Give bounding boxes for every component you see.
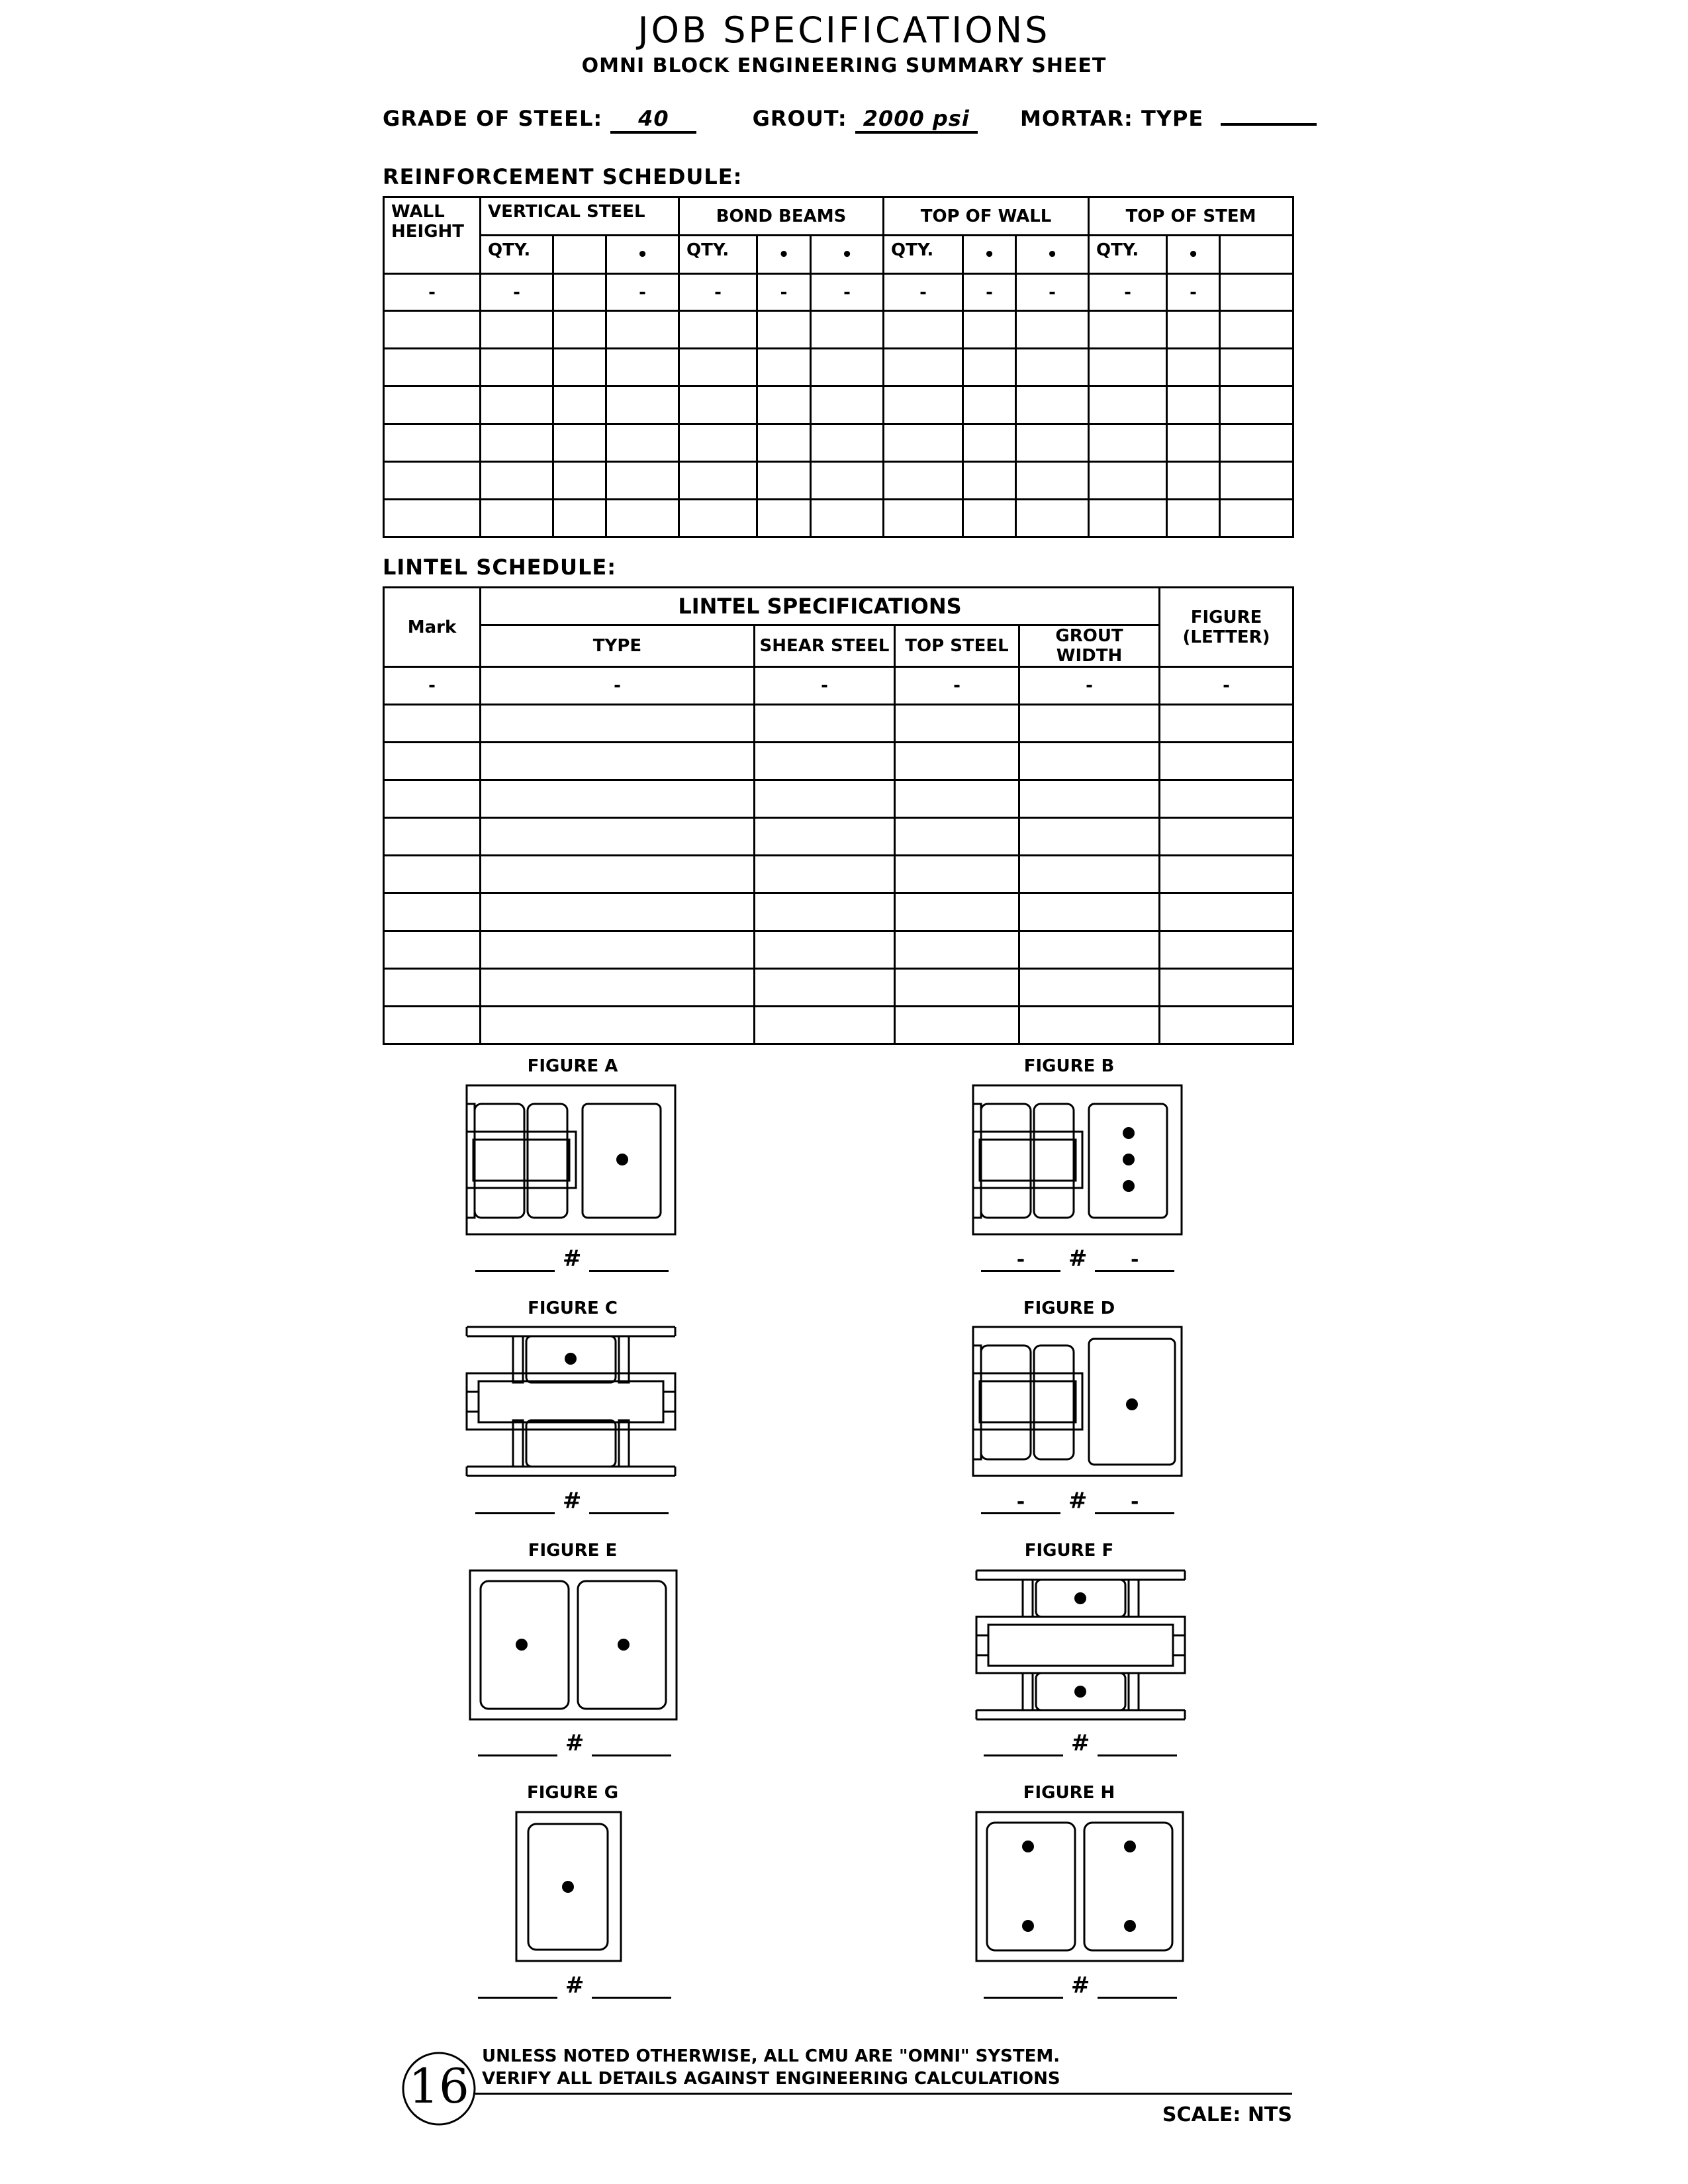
- table-cell[interactable]: [757, 349, 811, 387]
- table-cell[interactable]: [1016, 387, 1089, 424]
- table-row: - - - - - - - - - - -: [384, 274, 1293, 311]
- table-cell[interactable]: [963, 311, 1016, 349]
- table-cell[interactable]: [384, 818, 481, 856]
- table-cell[interactable]: [1160, 1007, 1293, 1044]
- table-cell[interactable]: [553, 311, 606, 349]
- top-steel-header: TOP STEEL: [895, 625, 1019, 667]
- grade-value[interactable]: 40: [610, 106, 696, 134]
- page-subtitle: OMNI BLOCK ENGINEERING SUMMARY SHEET: [581, 54, 1107, 77]
- figure-b-callout: - # -: [981, 1246, 1174, 1272]
- figure-h-qty[interactable]: [984, 1977, 1063, 1999]
- figure-c-callout: #: [475, 1488, 669, 1514]
- rebar-dot: [1124, 1841, 1136, 1852]
- table-cell[interactable]: [1019, 743, 1160, 780]
- figure-d-callout: - # -: [981, 1488, 1174, 1514]
- bullet-header: •: [963, 236, 1016, 274]
- shear-steel-header: SHEAR STEEL: [755, 625, 895, 667]
- table-cell[interactable]: [384, 780, 481, 818]
- table-row: [384, 780, 1293, 818]
- table-cell[interactable]: [1089, 462, 1167, 500]
- figure-f-size[interactable]: [1098, 1735, 1177, 1756]
- table-cell[interactable]: [481, 424, 553, 462]
- table-cell[interactable]: [811, 500, 884, 537]
- table-row: [384, 1007, 1293, 1044]
- table-cell[interactable]: [757, 500, 811, 537]
- table-cell[interactable]: [755, 893, 895, 931]
- figure-b-qty[interactable]: -: [981, 1250, 1060, 1272]
- table-cell[interactable]: [384, 856, 481, 893]
- table-row: [384, 931, 1293, 969]
- table-cell[interactable]: [1016, 349, 1089, 387]
- bullet-header: •: [1167, 236, 1220, 274]
- table-row: [384, 500, 1293, 537]
- lintel-table: [383, 586, 1294, 1045]
- rebar-dot: [618, 1639, 630, 1651]
- table-cell[interactable]: [1019, 969, 1160, 1007]
- figure-letter-header: FIGURE (LETTER): [1160, 588, 1293, 667]
- table-row: - - - - - -: [384, 667, 1293, 705]
- spec-line: [383, 106, 1317, 134]
- table-cell[interactable]: [811, 349, 884, 387]
- figure-d-label: FIGURE D: [1023, 1298, 1115, 1318]
- top-of-stem-header: TOP OF STEM: [1089, 197, 1293, 236]
- figure-h-drawing: [976, 1812, 1188, 1964]
- table-cell[interactable]: [481, 818, 755, 856]
- table-cell[interactable]: [1016, 462, 1089, 500]
- table-cell[interactable]: [895, 743, 1019, 780]
- table-cell[interactable]: [481, 311, 553, 349]
- table-cell[interactable]: [679, 387, 757, 424]
- rebar-dot: [1124, 1920, 1136, 1932]
- table-cell[interactable]: [481, 856, 755, 893]
- table-cell[interactable]: [1160, 705, 1293, 743]
- table-cell[interactable]: [895, 856, 1019, 893]
- qty-header: QTY.: [481, 236, 553, 274]
- page-title: JOB SPECIFICATIONS: [637, 9, 1051, 51]
- figure-e-qty[interactable]: [478, 1735, 557, 1756]
- table-cell[interactable]: [384, 462, 481, 500]
- type-header: TYPE: [481, 625, 755, 667]
- vertical-steel-header: VERTICAL STEEL: [481, 197, 679, 236]
- table-cell[interactable]: [384, 349, 481, 387]
- table-cell[interactable]: [757, 387, 811, 424]
- table-cell[interactable]: [606, 311, 679, 349]
- figure-c-size[interactable]: [589, 1492, 669, 1514]
- table-cell[interactable]: [755, 931, 895, 969]
- table-cell[interactable]: [553, 500, 606, 537]
- table-cell[interactable]: [679, 311, 757, 349]
- table-cell[interactable]: [1160, 818, 1293, 856]
- table-row: [384, 705, 1293, 743]
- reinforcement-table: [383, 196, 1294, 538]
- table-cell[interactable]: [755, 743, 895, 780]
- table-row: [384, 462, 1293, 500]
- table-cell[interactable]: [811, 311, 884, 349]
- table-cell[interactable]: [884, 462, 963, 500]
- table-cell[interactable]: [895, 780, 1019, 818]
- table-row: [384, 969, 1293, 1007]
- mortar-label: MORTAR: TYPE: [1020, 106, 1204, 131]
- table-cell[interactable]: [963, 500, 1016, 537]
- table-cell[interactable]: [1016, 424, 1089, 462]
- table-cell[interactable]: [1160, 743, 1293, 780]
- figure-c-drawing: [467, 1327, 679, 1479]
- bullet-header: •: [606, 236, 679, 274]
- rebar-dot: [1123, 1127, 1135, 1139]
- table-cell[interactable]: [553, 387, 606, 424]
- table-cell[interactable]: [1220, 500, 1293, 537]
- figure-b-drawing: [973, 1085, 1185, 1238]
- footer-note-2: VERIFY ALL DETAILS AGAINST ENGINEERING CALCULATIONS: [482, 2069, 1060, 2089]
- table-cell[interactable]: [963, 387, 1016, 424]
- rebar-dot: [1022, 1920, 1034, 1932]
- table-cell[interactable]: [1019, 893, 1160, 931]
- table-cell[interactable]: [1160, 969, 1293, 1007]
- table-cell[interactable]: [384, 705, 481, 743]
- table-cell[interactable]: [811, 462, 884, 500]
- bullet-header: •: [1016, 236, 1089, 274]
- rebar-dot: [516, 1639, 528, 1651]
- table-cell[interactable]: [755, 818, 895, 856]
- table-cell[interactable]: [1160, 780, 1293, 818]
- table-cell[interactable]: [606, 462, 679, 500]
- figure-a-drawing: [467, 1085, 679, 1238]
- mortar-value[interactable]: [1221, 123, 1317, 126]
- page-number: 16: [408, 2058, 469, 2114]
- table-cell[interactable]: [1160, 893, 1293, 931]
- table-cell[interactable]: [553, 424, 606, 462]
- table-cell[interactable]: [895, 818, 1019, 856]
- qty-header: QTY.: [884, 236, 963, 274]
- table-row: [384, 424, 1293, 462]
- figure-e-drawing: [470, 1570, 682, 1723]
- table-cell[interactable]: [895, 893, 1019, 931]
- rebar-dot: [616, 1154, 628, 1165]
- table-cell[interactable]: [1220, 311, 1293, 349]
- table-cell[interactable]: [1220, 424, 1293, 462]
- bullet-header: •: [757, 236, 811, 274]
- table-cell[interactable]: [481, 1007, 755, 1044]
- figure-e-label: FIGURE E: [528, 1541, 618, 1561]
- table-cell[interactable]: [553, 349, 606, 387]
- rebar-dot: [562, 1881, 574, 1893]
- table-cell[interactable]: [1089, 311, 1167, 349]
- table-row: [384, 743, 1293, 780]
- bullet-header: •: [811, 236, 884, 274]
- lintel-specs-header: LINTEL SPECIFICATIONS: [481, 588, 1160, 625]
- figure-g-label: FIGURE G: [526, 1783, 619, 1803]
- table-cell[interactable]: [963, 349, 1016, 387]
- table-cell[interactable]: [1220, 387, 1293, 424]
- figure-a-size[interactable]: [589, 1250, 669, 1272]
- table-cell[interactable]: [1019, 1007, 1160, 1044]
- rebar-dot: [1022, 1841, 1034, 1852]
- figure-b-label: FIGURE B: [1023, 1056, 1115, 1076]
- figure-f-drawing: [976, 1570, 1188, 1723]
- figure-f-label: FIGURE F: [1024, 1541, 1114, 1561]
- lintel-heading: LINTEL SCHEDULE:: [383, 555, 617, 580]
- reinforcement-heading: REINFORCEMENT SCHEDULE:: [383, 164, 743, 189]
- table-cell[interactable]: [384, 743, 481, 780]
- table-cell[interactable]: [481, 462, 553, 500]
- table-cell[interactable]: [1016, 311, 1089, 349]
- figure-d-qty[interactable]: -: [981, 1492, 1060, 1514]
- footer-rule: [475, 2093, 1292, 2095]
- table-cell[interactable]: [884, 387, 963, 424]
- bond-beams-header: BOND BEAMS: [679, 197, 884, 236]
- figure-c-label: FIGURE C: [528, 1298, 618, 1318]
- rebar-dot: [1123, 1154, 1135, 1165]
- table-cell[interactable]: [884, 424, 963, 462]
- table-cell[interactable]: [481, 931, 755, 969]
- table-cell[interactable]: [1019, 705, 1160, 743]
- table-row: [384, 818, 1293, 856]
- table-cell[interactable]: [1160, 856, 1293, 893]
- rebar-dot: [1126, 1398, 1138, 1410]
- table-cell[interactable]: [481, 387, 553, 424]
- table-cell[interactable]: [606, 424, 679, 462]
- table-cell[interactable]: [963, 462, 1016, 500]
- table-cell[interactable]: [1089, 424, 1167, 462]
- table-cell[interactable]: [755, 1007, 895, 1044]
- grout-width-header: GROUT WIDTH: [1019, 625, 1160, 667]
- table-cell[interactable]: [679, 424, 757, 462]
- table-cell[interactable]: [481, 349, 553, 387]
- table-cell[interactable]: [1019, 818, 1160, 856]
- table-cell[interactable]: [1220, 462, 1293, 500]
- figure-a-callout: #: [475, 1246, 669, 1272]
- table-cell[interactable]: [1089, 500, 1167, 537]
- table-row: [384, 311, 1293, 349]
- table-row: [384, 893, 1293, 931]
- table-cell[interactable]: [755, 969, 895, 1007]
- table-row: [384, 349, 1293, 387]
- table-cell[interactable]: [384, 387, 481, 424]
- table-cell[interactable]: [811, 424, 884, 462]
- table-cell[interactable]: [1167, 424, 1220, 462]
- table-cell[interactable]: [1016, 500, 1089, 537]
- table-cell[interactable]: [1220, 349, 1293, 387]
- figure-h-label: FIGURE H: [1023, 1783, 1115, 1803]
- qty-header: QTY.: [1089, 236, 1167, 274]
- table-cell[interactable]: [679, 349, 757, 387]
- rebar-dot: [565, 1353, 577, 1365]
- table-cell[interactable]: [481, 743, 755, 780]
- table-cell[interactable]: [1167, 462, 1220, 500]
- rebar-dot: [1074, 1686, 1086, 1698]
- table-cell[interactable]: [384, 500, 481, 537]
- figure-f-callout: #: [984, 1730, 1177, 1756]
- table-cell[interactable]: [606, 387, 679, 424]
- scale-note: SCALE: NTS: [1162, 2103, 1292, 2126]
- table-cell[interactable]: [757, 424, 811, 462]
- table-cell[interactable]: [1167, 387, 1220, 424]
- figure-d-size[interactable]: -: [1095, 1492, 1174, 1514]
- rebar-dot: [1123, 1180, 1135, 1192]
- table-cell[interactable]: [757, 311, 811, 349]
- figure-a-label: FIGURE A: [527, 1056, 618, 1076]
- footer-note-1: UNLESS NOTED OTHERWISE, ALL CMU ARE "OMNI" SYSTEM.: [482, 2046, 1060, 2066]
- table-cell[interactable]: [884, 311, 963, 349]
- table-cell[interactable]: [481, 705, 755, 743]
- qty-header: QTY.: [679, 236, 757, 274]
- table-cell[interactable]: [1089, 349, 1167, 387]
- table-cell[interactable]: [384, 893, 481, 931]
- rebar-dot: [1074, 1592, 1086, 1604]
- figure-h-callout: #: [984, 1972, 1177, 1999]
- table-cell[interactable]: [884, 349, 963, 387]
- table-cell[interactable]: [895, 931, 1019, 969]
- table-cell[interactable]: [384, 1007, 481, 1044]
- figure-g-qty[interactable]: [478, 1977, 557, 1999]
- table-cell[interactable]: [1019, 931, 1160, 969]
- figure-d-drawing: [973, 1327, 1185, 1479]
- figure-g-callout: #: [478, 1972, 671, 1999]
- table-row: [384, 387, 1293, 424]
- table-cell[interactable]: [1167, 500, 1220, 537]
- table-cell[interactable]: [679, 500, 757, 537]
- table-cell[interactable]: [1167, 349, 1220, 387]
- figure-b-size[interactable]: -: [1095, 1250, 1174, 1272]
- figure-e-size[interactable]: [592, 1735, 671, 1756]
- figure-g-size[interactable]: [592, 1977, 671, 1999]
- table-cell[interactable]: [481, 893, 755, 931]
- table-cell[interactable]: [757, 462, 811, 500]
- table-cell[interactable]: [755, 856, 895, 893]
- table-cell[interactable]: [481, 780, 755, 818]
- figure-c-qty[interactable]: [475, 1492, 555, 1514]
- table-cell[interactable]: [553, 462, 606, 500]
- table-cell[interactable]: [679, 462, 757, 500]
- mark-header: Mark: [384, 588, 481, 667]
- figure-e-callout: #: [478, 1730, 671, 1756]
- table-cell[interactable]: [1019, 780, 1160, 818]
- table-cell[interactable]: [1019, 856, 1160, 893]
- grout-label: GROUT:: [752, 106, 847, 131]
- wall-height-header: WALL HEIGHT: [384, 197, 481, 274]
- grade-label: GRADE OF STEEL:: [383, 106, 603, 131]
- table-cell[interactable]: [895, 705, 1019, 743]
- table-cell[interactable]: [963, 424, 1016, 462]
- table-cell[interactable]: [895, 969, 1019, 1007]
- table-cell[interactable]: [384, 424, 481, 462]
- figure-g-drawing: [516, 1812, 629, 1964]
- figure-f-qty[interactable]: [984, 1735, 1063, 1756]
- table-cell[interactable]: [606, 349, 679, 387]
- table-cell[interactable]: [755, 705, 895, 743]
- table-cell[interactable]: [384, 931, 481, 969]
- table-cell[interactable]: [1160, 931, 1293, 969]
- table-row: [384, 856, 1293, 893]
- table-cell[interactable]: [481, 969, 755, 1007]
- figure-a-qty[interactable]: [475, 1250, 555, 1272]
- table-cell[interactable]: [895, 1007, 1019, 1044]
- top-of-wall-header: TOP OF WALL: [884, 197, 1089, 236]
- table-cell[interactable]: [884, 500, 963, 537]
- table-cell[interactable]: [606, 500, 679, 537]
- table-cell[interactable]: [1089, 387, 1167, 424]
- figure-h-size[interactable]: [1098, 1977, 1177, 1999]
- table-cell[interactable]: [755, 780, 895, 818]
- table-cell[interactable]: [1167, 311, 1220, 349]
- table-cell[interactable]: [481, 500, 553, 537]
- table-cell[interactable]: [811, 387, 884, 424]
- table-cell[interactable]: [384, 969, 481, 1007]
- table-cell[interactable]: [384, 311, 481, 349]
- grout-value[interactable]: 2000 psi: [855, 106, 978, 134]
